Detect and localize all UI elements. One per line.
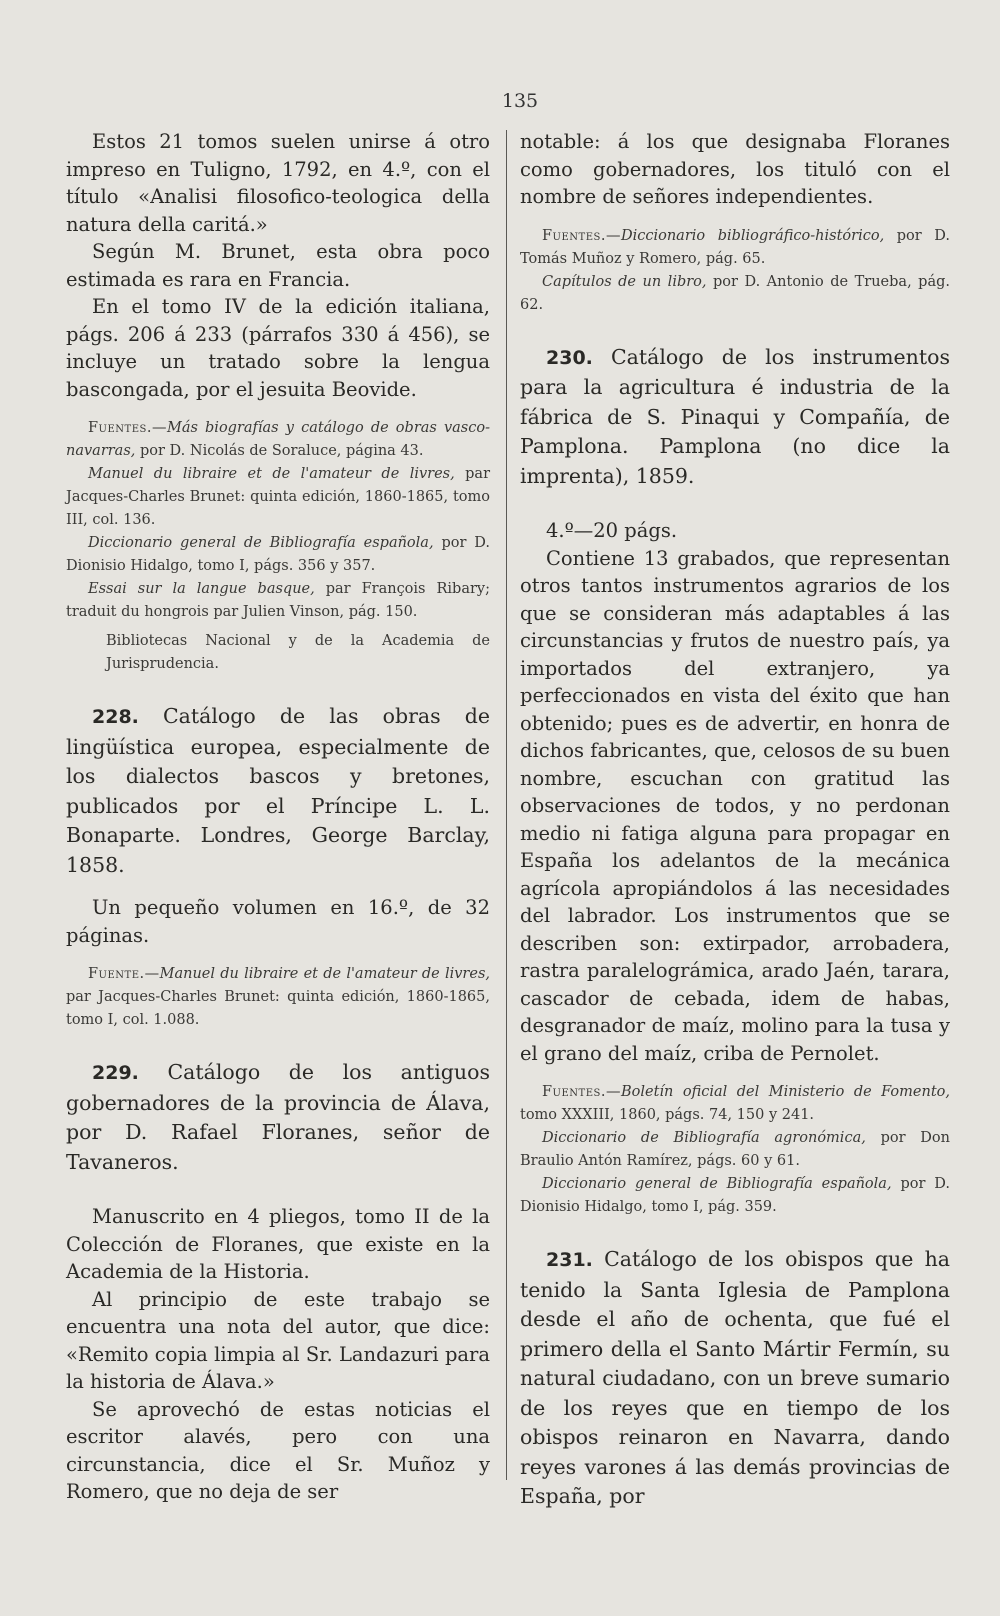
sources-note-4 (66, 578, 490, 624)
entry-number: 229. (92, 1062, 139, 1084)
sources-note-1 (520, 225, 950, 271)
sources-note-3 (66, 532, 490, 578)
entry-230-source-1 (520, 1081, 950, 1127)
source-detail: por D. Nicolás de Soraluce, página 43. (135, 443, 424, 459)
intro-paragraph-2: Según M. Brunet, esta obra poco estimada es rara en Francia. (66, 240, 490, 291)
source-detail: por D. Tomás Muñoz y Romero, pág. 65. (520, 227, 950, 267)
sources-note-2 (66, 463, 490, 532)
sources-lead: Fuente.— (88, 966, 160, 982)
source-detail: par François Ribary; traduit du hongrois par Julien Vinson, pág. 150. (66, 581, 490, 620)
source-title: Manuel du libraire et de l'amateur de livres, (88, 466, 455, 482)
source-detail: por D. Antonio de Trueba, pág. 62. (520, 273, 950, 313)
entry-229-paragraph-1: Manuscrito en 4 pliegos, tomo II de la Colección de Floranes, que existe en la Academia de la Historia. (66, 1205, 490, 1283)
entry-title-text: Catálogo de las obras de lingüística europea, especialmente de los dialectos bascos y bretones, publicados por el Príncipe L. L. Bonaparte. Londres, George Barclay, 1858. (66, 704, 490, 877)
entry-number: 231. (546, 1249, 593, 1271)
column-divider (506, 130, 507, 1480)
source-detail: por D. Dionisio Hidalgo, tomo I, pág. 359. (520, 1176, 950, 1215)
entry-title-text: Catálogo de los antiguos gobernadores de la provincia de Álava, por D. Rafael Floranes, señor de Tavaneros. (66, 1060, 490, 1174)
source-title: Boletín oficial del Ministerio de Fomento, (620, 1084, 950, 1100)
source-detail: par Jacques-Charles Brunet: quinta edición, 1860-1865, tomo I, col. 1.088. (66, 989, 490, 1028)
sources-note-2 (520, 271, 950, 317)
source-detail: par Jacques-Charles Brunet: quinta edición, 1860-1865, tomo III, col. 136. (66, 466, 491, 528)
entry-title-text: Catálogo de los obispos que ha tenido la Santa Iglesia de Pamplona desde el año de ochenta, que fué el primero della el Santo Mártir Fermín, su natural ciudadano, con un breve sumario de los reyes que en tiempo de los obispos reinaron en Navarra, dando reyes varones á las demás provincias de España, por (520, 1247, 950, 1508)
source-title: Essai sur la langue basque, (88, 581, 315, 597)
left-column (66, 128, 490, 1506)
intro-paragraph-1: Estos 21 tomos suelen unirse á otro impreso en Tuligno, 1792, en 4.º, con el título «Analisi filosofico-teologica della natura della caritá.» (66, 130, 490, 236)
sources-lead: Fuentes.— (542, 227, 621, 244)
intro-paragraph-3: En el tomo IV de la edición italiana, págs. 206 á 233 (párrafos 330 á 456), se incluye un tratado sobre la lengua bascongada, por el jesuita Beovide. (66, 295, 490, 401)
entry-230-title (520, 343, 950, 492)
entry-230-description: Contiene 13 grabados, que representan otros tantos instrumentos agrarios de los que se consideran más adaptables á las circunstancias y frutos de nuestro país, ya importados del extranjero, ya perfeccionados en vista del éxito que han obtenido; pues es de advertir, en honra de dichos fabricantes, que, celosos de su buen nombre, escuchan con gratitud las observaciones de todos, y no perdonan medio ni fatiga alguna para propagar en España los adelantos de la mecánica agrícola apropiándolos á las necesidades del labrador. Los instrumentos que se describen son: extirpador, arrobadera, rastra paralelográmica, arado Jaén, tarara, cascador de cebada, idem de habas, desgranador de maíz, molino para la tusa y el grano del maíz, criba de Pernolet. (520, 546, 950, 1065)
source-title: Más biografías y catálogo de obras vasco-navarras, (66, 420, 490, 459)
entry-230-format: 4.º—20 págs. (546, 519, 678, 542)
sources-lead: Fuentes.— (88, 420, 167, 436)
entry-231-title (520, 1245, 950, 1512)
source-title: Diccionario general de Bibliografía española, (88, 535, 434, 551)
entry-number: 230. (546, 346, 593, 369)
entry-229-paragraph-2: Al principio de este trabajo se encuentra una nota del autor, que dice: «Remito copia limpia al Sr. Landazuri para la historia de Álava.» (66, 1287, 490, 1393)
source-title: Diccionario bibliográfico-histórico, (620, 227, 885, 244)
source-detail: tomo XXXIII, 1860, págs. 74, 150 y 241. (520, 1107, 815, 1123)
entry-229-title (66, 1058, 490, 1177)
source-detail: por Don Braulio Antón Ramírez, págs. 60 y 61. (520, 1130, 950, 1169)
libraries-note: Bibliotecas Nacional y de la Academia de Jurisprudencia. (106, 633, 490, 672)
sources-note-1 (66, 417, 490, 463)
entry-title-text: Catálogo de los instrumentos para la agricultura é industria de la fábrica de S. Pinaqui y Compañía, de Pamplona. Pamplona (no dice la imprenta), 1859. (520, 344, 950, 488)
page-number: 135 (501, 90, 539, 112)
entry-228-source (66, 963, 490, 1032)
right-column (520, 128, 950, 1512)
source-title: Diccionario general de Bibliografía española, (542, 1176, 892, 1192)
entry-number: 228. (92, 706, 139, 728)
source-title: Diccionario de Bibliografía agronómica, (542, 1130, 866, 1146)
entry-230-source-2 (520, 1127, 950, 1173)
entry-229-paragraph-3: Se aprovechó de estas noticias el escritor alavés, pero con una circunstancia, dice el Sr. Muñoz y Romero, que no deja de ser (66, 1397, 490, 1503)
entry-230-source-3 (520, 1173, 950, 1219)
continued-paragraph: notable: á los que designaba Floranes como gobernadores, los tituló con el nombre de señores independientes. (520, 130, 950, 208)
entry-228-description: Un pequeño volumen en 16.º, de 32 páginas. (66, 896, 490, 947)
sources-lead: Fuentes.— (542, 1084, 621, 1100)
source-title: Capítulos de un libro, (542, 273, 707, 290)
entry-228-title (66, 702, 490, 880)
source-title: Manuel du libraire et de l'amateur de livres, (159, 966, 490, 982)
source-detail: por D. Dionisio Hidalgo, tomo I, págs. 356 y 357. (66, 535, 490, 574)
